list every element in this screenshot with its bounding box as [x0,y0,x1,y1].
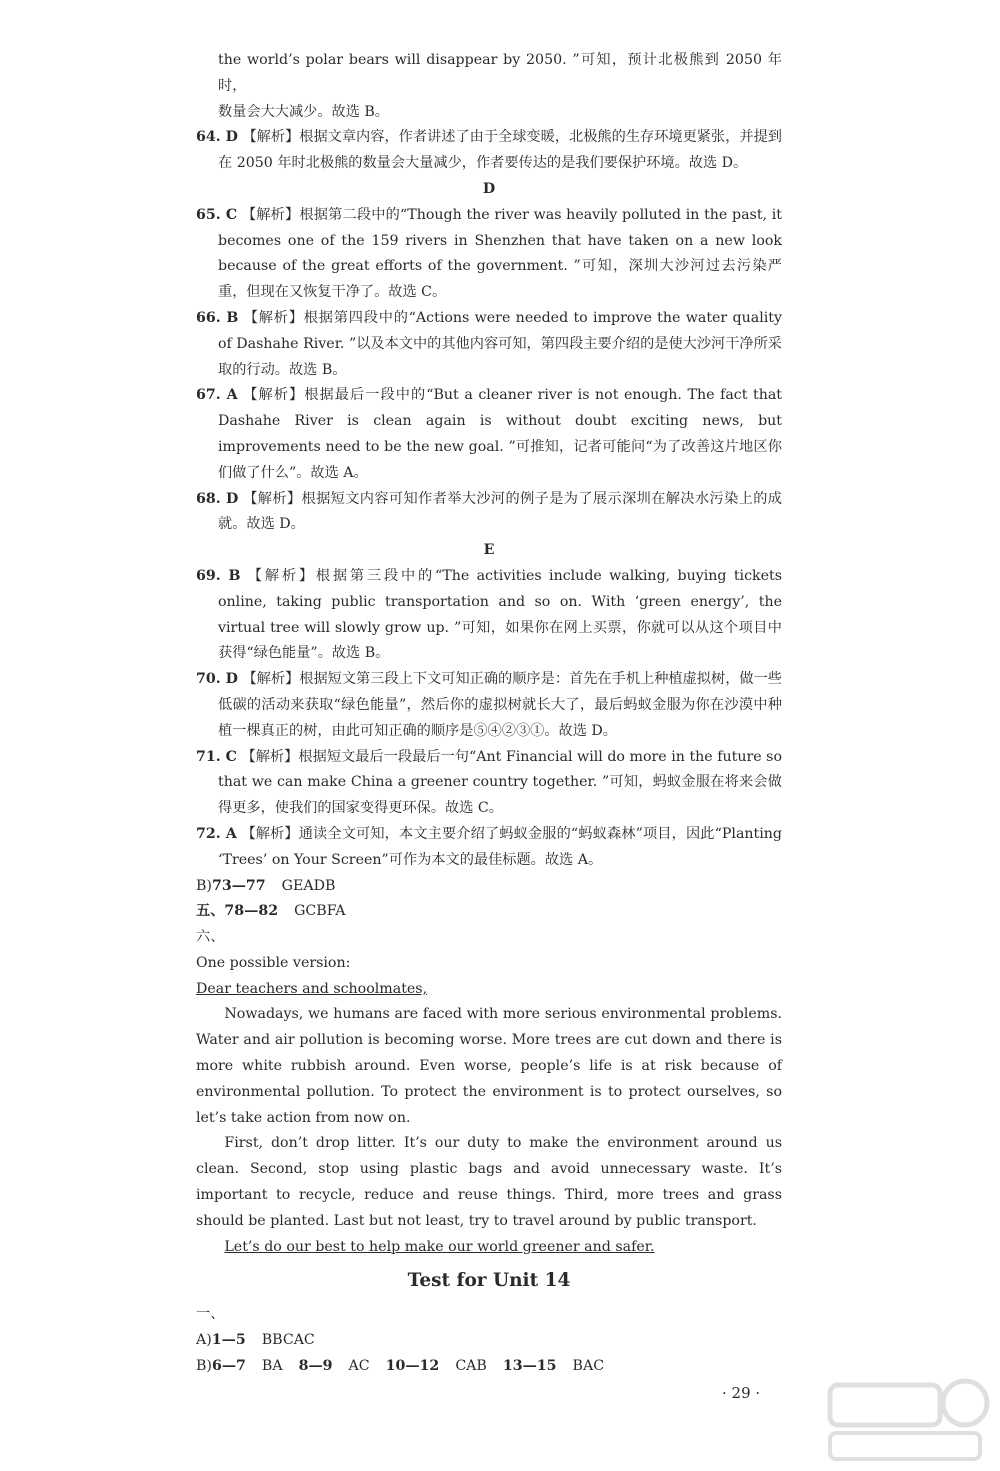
question-number: 68. D [196,490,239,507]
answer-64 [196,125,782,177]
answer-range: 73—77 [211,877,266,894]
group-label: B) [196,1358,212,1375]
essay-greeting: Dear teachers and schoolmates, [196,980,428,997]
essay-paragraph-3 [196,1235,782,1261]
answer-68 [196,487,782,539]
explanation: 【解析】根据短文内容可知作者举大沙河的例子是为了展示深圳在解决水污染上的成就。故选 D。 [218,490,782,533]
answer-letters: GCBFA [294,903,346,920]
answer-range: 10—12 [385,1358,440,1375]
group-label: A) [196,1332,212,1349]
question-number: 67. A [196,387,238,404]
group-label: B) [196,877,212,894]
answer-letters: BA [261,1358,283,1375]
section-six-label: 六、 [196,929,225,946]
answer-group-a [196,1328,782,1354]
question-number: 72. A [196,825,237,842]
explanation: 【解析】根据第四段中的“Actions were needed to improve the water quality of Dashahe River. ”以及本文中的其他内容可知，第四段主要介绍的是使大沙河干净所采取的行动。故选 B。 [218,309,782,378]
answer-66 [196,306,782,383]
question-number: 64. D [196,129,238,146]
answer-group-b2 [196,1354,782,1380]
question-number: 65. C [196,206,238,223]
group-label: 五、 [196,903,225,920]
explanation: 【解析】根据短文最后一段最后一句“Ant Financial will do more in the future so that we can make China a greener country together. ”可知，蚂蚁金服在将来会做得更多，使我们的国家变得更环保。故选 C。 [218,748,782,817]
essay-closing: Let’s do our best to help make our world greener and safer. [224,1238,655,1255]
page-number: · 29 · [722,1384,761,1402]
explanation: 【解析】根据第二段中的“Though the river was heavily polluted in the past, it becomes one of the 159 rivers in Shenzhen that have taken on a new look because of the great efforts of the government. ”可知，深圳大沙河过去污染严重，但现在又恢复干净了。故选 C。 [218,206,782,301]
answer-letters: BBCAC [261,1332,315,1349]
text-line: 数量会大大减少。故选 B。 [218,103,389,120]
text-line: the world’s polar bears will disappear by 2050. ”可知，预计北极熊到 2050 年时， [218,52,782,94]
answer-range: 78—82 [224,903,279,920]
answer-range: 13—15 [502,1358,557,1375]
essay-paragraph-1: Nowadays, we humans are faced with more serious environmental problems. Water and air pollution is becoming worse. More trees are cut down and there is more white rubbish around. Even worse, people’s life is at risk because of environmental pollution. To protect the environment is to protect ourselves, so let’s take action from now on. [196,1006,782,1126]
explanation: 【解析】通读全文可知，本文主要介绍了蚂蚁金服的“蚂蚁森林”项目，因此“Planting ‘Trees’ on Your Screen”可作为本文的最佳标题。故选 A。 [218,825,782,868]
answer-group-b [196,874,782,900]
answer-letters: CAB [455,1358,487,1375]
explanation: 【解析】根据短文第三段上下文可知正确的顺序是：首先在手机上种植虚拟树，做一些低碳的活动来获取“绿色能量”，然后你的虚拟树就长大了，最后蚂蚁金服为你在沙漠中种植一棵真正的树，由此可知正确的顺序是⑤④②③①。故选 D。 [218,671,782,739]
section-heading-e: E [483,542,495,559]
answer-range: 8—9 [298,1358,333,1375]
answer-range: 1—5 [211,1332,246,1349]
answer-67 [196,383,782,486]
answer-72 [196,822,782,874]
section-heading-d: D [482,180,496,197]
answer-group-5 [196,899,782,925]
unit-title: Test for Unit 14 [407,1270,571,1292]
explanation: 【解析】根据第三段中的“The activities include walking, buying tickets online, taking public transportation and so on. With ‘green energy’, the virtual tree will slowly grow up. ”可知，如果你在网上买票，你就可以从这个项目中获得“绿色能量”。故选 B。 [218,567,782,662]
answer-letters: GEADB [281,877,336,894]
question-number: 71. C [196,748,237,765]
page-content [196,48,782,1380]
answer-range: 6—7 [211,1358,246,1375]
essay-intro: One possible version: [196,954,351,971]
question-number: 69. B [196,567,241,584]
answer-70 [196,667,782,744]
section-one-label: 一、 [196,1306,225,1323]
essay-paragraph-2: First, don’t drop litter. It’s our duty to make the environment around us clean. Second, stop using plastic bags and avoid unnecessary waste. It’s important to recycle, reduce and reuse things. Third, more trees and grass should be planted. Last but not least, try to travel around by public transport. [196,1135,782,1229]
answer-letters: AC [348,1358,370,1375]
watermark-logo-icon [820,1375,990,1465]
answer-71 [196,745,782,822]
question-number: 70. D [196,671,238,688]
explanation: 【解析】根据文章内容，作者讲述了由于全球变暖，北极熊的生存环境更紧张，并提到在 2050 年时北极熊的数量会大量减少，作者要传达的是我们要保护环境。故选 D。 [218,129,782,172]
explanation: 【解析】根据最后一段中的“But a cleaner river is not enough. The fact that Dashahe River is clean again is without doubt exciting news, but improvements need to be the new goal. ”可推知，记者可能问“为了改善这片地区你们做了什么”。故选 A。 [218,387,782,481]
answer-letters: BAC [572,1358,605,1375]
answer-65 [196,203,782,306]
answer-69 [196,564,782,667]
question-number: 66. B [196,309,239,326]
